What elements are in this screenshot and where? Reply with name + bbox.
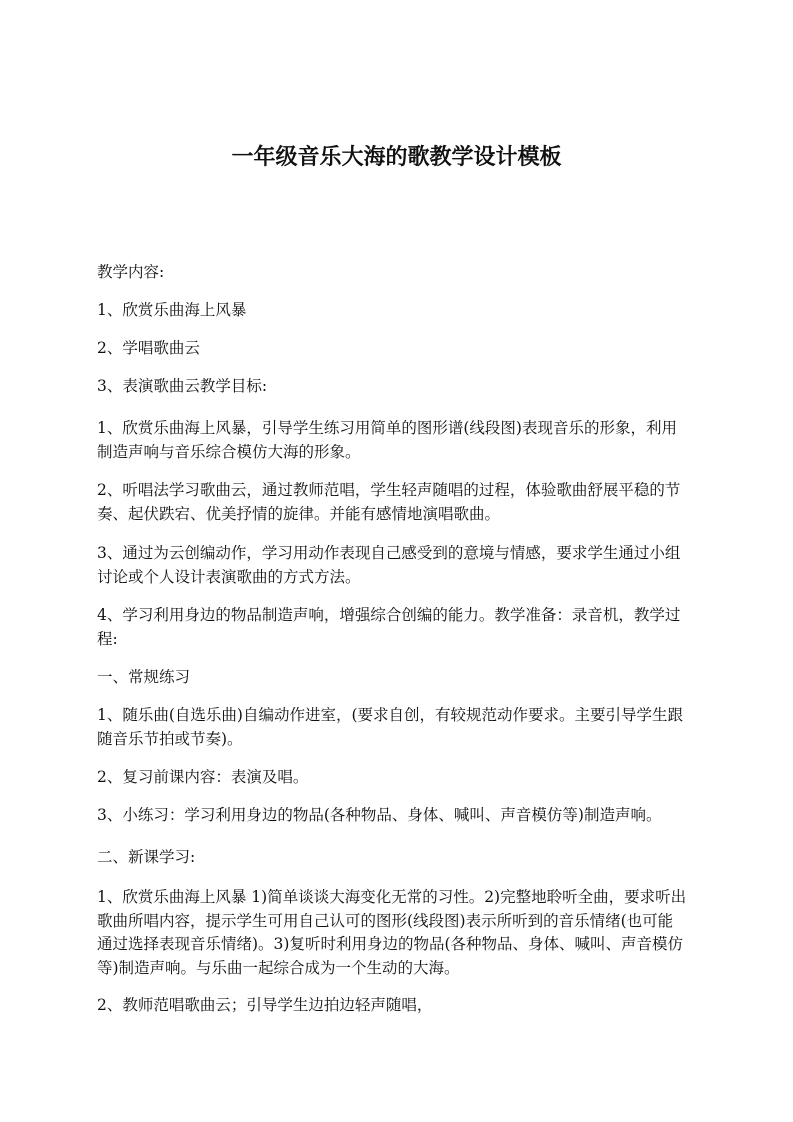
text-line: 2、学唱歌曲云 [97,339,200,357]
document-title: 一年级音乐大海的歌教学设计模板 [231,145,562,170]
text-line: 2、教师范唱歌曲云；引导学生边拍边轻声随唱， [97,996,433,1014]
text-line: 讨论或个人设计表演歌曲的方式方法。 [97,568,361,586]
text-line: 程: [97,630,118,648]
text-line: 一、常规练习 [97,668,191,686]
text-line: 1、欣赏乐曲海上风暴 1)简单谈谈大海变化无常的习性。2)完整地聆听全曲，要求听出 [97,888,687,906]
text-line: 通过选择表现音乐情绪)。3)复听时利用身边的物品(各种物品、身体、喊叫、声音模仿 [97,935,684,953]
text-line: 3、小练习：学习利用身边的物品(各种物品、身体、喊叫、声音模仿等)制造声响。 [97,806,662,824]
text-line: 3、表演歌曲云教学目标: [97,377,268,395]
text-line: 随音乐节拍或节奏)。 [97,730,243,748]
text-line: 1、随乐曲(自选乐曲)自编动作进室，(要求自创，有较规范动作要求。主要引导学生跟 [97,706,684,724]
text-line: 奏、起伏跌宕、优美抒情的旋律。并能有感情地演唱歌曲。 [97,505,501,523]
text-line: 1、欣赏乐曲海上风暴 [97,301,247,319]
text-line: 2、复习前课内容：表演及唱。 [97,768,309,786]
text-line: 教学内容: [97,263,165,281]
text-line: 歌曲所唱内容，提示学生可用自己认可的图形(线段图)表示所听到的音乐情绪(也可能 [97,912,674,930]
text-line: 3、通过为云创编动作，学习用动作表现自己感受到的意境与情感，要求学生通过小组 [97,544,681,562]
text-line: 2、听唱法学习歌曲云，通过教师范唱，学生轻声随唱的过程，体验歌曲舒展平稳的节 [97,481,681,499]
text-line: 1、欣赏乐曲海上风暴，引导学生练习用简单的图形谱(线段图)表现音乐的形象，利用 [97,419,677,437]
text-line: 等)制造声响。与乐曲一起综合成为一个生动的大海。 [97,959,460,977]
text-line: 制造声响与音乐综合模仿大海的形象。 [97,443,361,461]
text-line: 4、学习利用身边的物品制造声响，增强综合创编的能力。教学准备：录音机，教学过 [97,606,681,624]
text-line: 二、新课学习: [97,848,196,866]
